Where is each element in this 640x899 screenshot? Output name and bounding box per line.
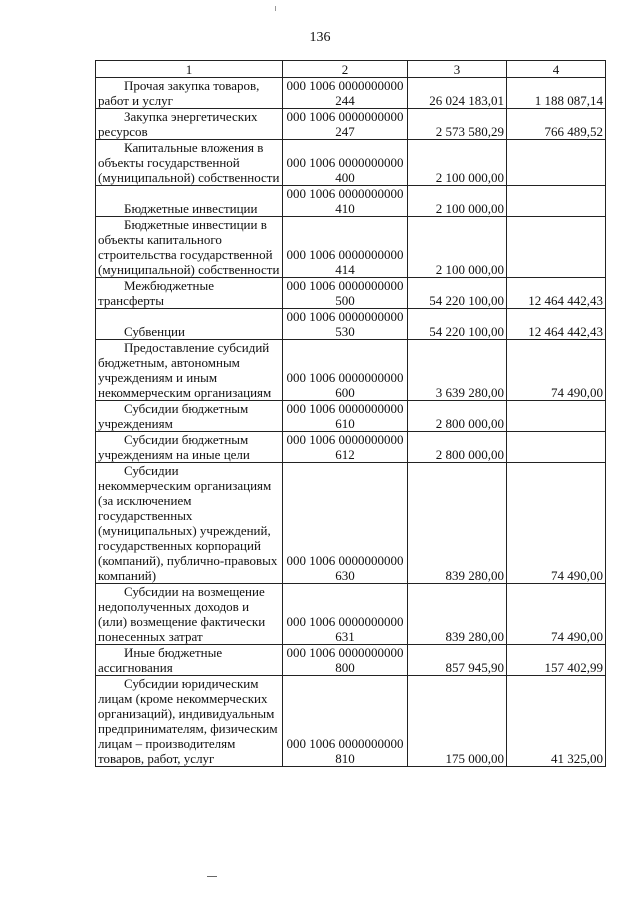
row-name-cell <box>96 401 283 432</box>
row-name-line: Бюджетные инвестиции <box>124 201 258 216</box>
table-row <box>96 78 606 109</box>
row-code-cell <box>283 109 408 140</box>
row-code-cell <box>283 309 408 340</box>
row-code-line: 000 1006 0000000000 <box>286 309 404 324</box>
bottom-dash-mark <box>207 876 217 877</box>
row-code-line: 631 <box>335 629 355 644</box>
table-header-row <box>96 61 606 78</box>
table-row <box>96 186 606 217</box>
row-col4-value: 157 402,99 <box>507 645 606 676</box>
row-name-cell <box>96 309 283 340</box>
row-name-line: Субсидии бюджетным <box>124 432 249 447</box>
row-name-line: некоммерческим организациям <box>98 385 272 400</box>
row-code-cell <box>283 278 408 309</box>
row-col4-value <box>507 217 606 278</box>
row-code-cell <box>283 645 408 676</box>
table-row <box>96 217 606 278</box>
row-code-line: 410 <box>335 201 355 216</box>
row-col3-value: 2 800 000,00 <box>408 401 507 432</box>
row-code-cell <box>283 463 408 584</box>
row-name-line: трансферты <box>98 293 164 308</box>
row-name-cell <box>96 432 283 463</box>
row-code-line: 000 1006 0000000000 <box>286 186 404 201</box>
row-name-line: ресурсов <box>98 124 148 139</box>
table-row <box>96 309 606 340</box>
row-col3-value: 3 639 280,00 <box>408 340 507 401</box>
row-name-line: (муниципальных) учреждений, <box>98 523 271 538</box>
row-name-line: компаний) <box>98 568 157 583</box>
scan-speck <box>275 6 276 11</box>
row-name-cell <box>96 340 283 401</box>
row-name-cell <box>96 78 283 109</box>
row-code-line: 530 <box>335 324 355 339</box>
row-code-cell <box>283 186 408 217</box>
row-name-line: государственных <box>98 508 193 523</box>
row-name-line: строительства государственной <box>98 247 273 262</box>
row-name-cell <box>96 109 283 140</box>
budget-table <box>95 60 606 767</box>
row-col4-value: 74 490,00 <box>507 463 606 584</box>
row-code-cell <box>283 78 408 109</box>
row-name-line: понесенных затрат <box>98 629 203 644</box>
row-name-line: бюджетным, автономным <box>98 355 240 370</box>
row-name-line: Субсидии бюджетным <box>124 401 249 416</box>
row-col3-value: 857 945,90 <box>408 645 507 676</box>
row-name-line: лицам (кроме некоммерческих <box>98 691 268 706</box>
table-row <box>96 584 606 645</box>
row-code-line: 630 <box>335 568 355 583</box>
row-code-line: 610 <box>335 416 355 431</box>
page-number: 136 <box>309 30 331 45</box>
table-row <box>96 278 606 309</box>
row-name-line: объекты государственной <box>98 155 240 170</box>
row-code-cell <box>283 432 408 463</box>
row-name-line: недополученных доходов и <box>98 599 250 614</box>
row-code-line: 000 1006 0000000000 <box>286 370 404 385</box>
row-col4-value: 12 464 442,43 <box>507 309 606 340</box>
row-code-line: 400 <box>335 170 355 185</box>
row-name-line: (за исключением <box>98 493 192 508</box>
row-col4-value <box>507 401 606 432</box>
row-col4-value: 766 489,52 <box>507 109 606 140</box>
row-name-line: Капитальные вложения в <box>124 140 264 155</box>
row-name-line: лицам – производителям <box>98 736 236 751</box>
row-name-line: Субсидии на возмещение <box>124 584 265 599</box>
row-name-line: Предоставление субсидий <box>124 340 270 355</box>
row-col3-value: 54 220 100,00 <box>408 309 507 340</box>
row-name-line: Бюджетные инвестиции в <box>124 217 267 232</box>
row-code-line: 414 <box>335 262 355 277</box>
row-code-line: 500 <box>335 293 355 308</box>
row-code-cell <box>283 140 408 186</box>
row-col3-value: 2 100 000,00 <box>408 217 507 278</box>
table-row <box>96 676 606 767</box>
row-code-line: 800 <box>335 660 355 675</box>
row-code-cell <box>283 584 408 645</box>
row-code-line: 000 1006 0000000000 <box>286 432 404 447</box>
row-col4-value: 41 325,00 <box>507 676 606 767</box>
row-code-line: 000 1006 0000000000 <box>286 736 404 751</box>
row-code-line: 000 1006 0000000000 <box>286 155 404 170</box>
row-name-line: учреждениям и иным <box>98 370 218 385</box>
row-col3-value: 2 573 580,29 <box>408 109 507 140</box>
column-header-4: 4 <box>507 61 606 78</box>
row-col3-value: 2 100 000,00 <box>408 186 507 217</box>
row-col4-value <box>507 432 606 463</box>
row-code-line: 612 <box>335 447 355 462</box>
row-name-line: (компаний), публично-правовых <box>98 553 278 568</box>
row-name-cell <box>96 186 283 217</box>
row-name-line: (муниципальной) собственности <box>98 170 280 185</box>
table-row <box>96 645 606 676</box>
row-name-cell <box>96 217 283 278</box>
table-row <box>96 401 606 432</box>
row-col4-value: 12 464 442,43 <box>507 278 606 309</box>
row-name-cell <box>96 463 283 584</box>
row-name-line: некоммерческим организациям <box>98 478 272 493</box>
row-name-line: объекты капитального <box>98 232 222 247</box>
row-col3-value: 26 024 183,01 <box>408 78 507 109</box>
row-code-cell <box>283 340 408 401</box>
row-code-line: 810 <box>335 751 355 766</box>
row-code-line: 000 1006 0000000000 <box>286 247 404 262</box>
row-code-line: 000 1006 0000000000 <box>286 109 404 124</box>
row-name-cell <box>96 140 283 186</box>
row-name-line: работ и услуг <box>98 93 173 108</box>
row-col3-value: 175 000,00 <box>408 676 507 767</box>
row-col3-value: 839 280,00 <box>408 584 507 645</box>
row-code-line: 247 <box>335 124 355 139</box>
row-col3-value: 2 800 000,00 <box>408 432 507 463</box>
budget-table-body <box>96 61 606 767</box>
row-name-line: организаций), индивидуальным <box>98 706 275 721</box>
row-name-cell <box>96 584 283 645</box>
row-code-line: 000 1006 0000000000 <box>286 645 404 660</box>
row-name-cell <box>96 278 283 309</box>
table-row <box>96 463 606 584</box>
row-name-line: Прочая закупка товаров, <box>124 78 260 93</box>
row-col3-value: 839 280,00 <box>408 463 507 584</box>
row-name-line: Субсидии <box>124 463 179 478</box>
row-name-line: предпринимателям, физическим <box>98 721 278 736</box>
row-name-line: Субвенции <box>124 324 185 339</box>
row-name-line: (муниципальной) собственности <box>98 262 280 277</box>
row-col4-value: 74 490,00 <box>507 340 606 401</box>
row-code-line: 000 1006 0000000000 <box>286 278 404 293</box>
row-name-line: ассигнования <box>98 660 173 675</box>
row-name-line: государственных корпораций <box>98 538 261 553</box>
row-code-line: 000 1006 0000000000 <box>286 401 404 416</box>
column-header-2: 2 <box>283 61 408 78</box>
column-header-3: 3 <box>408 61 507 78</box>
row-col3-value: 54 220 100,00 <box>408 278 507 309</box>
table-row <box>96 109 606 140</box>
column-header-1: 1 <box>96 61 283 78</box>
row-name-line: Закупка энергетических <box>124 109 258 124</box>
row-name-line: (или) возмещение фактически <box>98 614 266 629</box>
row-name-line: Межбюджетные <box>124 278 214 293</box>
table-row <box>96 140 606 186</box>
row-code-cell <box>283 676 408 767</box>
row-code-line: 000 1006 0000000000 <box>286 553 404 568</box>
row-code-line: 244 <box>335 93 355 108</box>
row-name-line: учреждениям <box>98 416 173 431</box>
row-name-line: учреждениям на иные цели <box>98 447 250 462</box>
row-name-cell <box>96 676 283 767</box>
row-col4-value: 74 490,00 <box>507 584 606 645</box>
row-code-line: 000 1006 0000000000 <box>286 614 404 629</box>
row-name-line: товаров, работ, услуг <box>98 751 215 766</box>
row-code-cell <box>283 401 408 432</box>
row-code-cell <box>283 217 408 278</box>
table-row <box>96 432 606 463</box>
row-name-line: Субсидии юридическим <box>124 676 259 691</box>
row-col4-value <box>507 140 606 186</box>
row-col4-value: 1 188 087,14 <box>507 78 606 109</box>
table-row <box>96 340 606 401</box>
row-code-line: 600 <box>335 385 355 400</box>
row-name-cell <box>96 645 283 676</box>
row-col3-value: 2 100 000,00 <box>408 140 507 186</box>
row-name-line: Иные бюджетные <box>124 645 223 660</box>
row-col4-value <box>507 186 606 217</box>
row-code-line: 000 1006 0000000000 <box>286 78 404 93</box>
